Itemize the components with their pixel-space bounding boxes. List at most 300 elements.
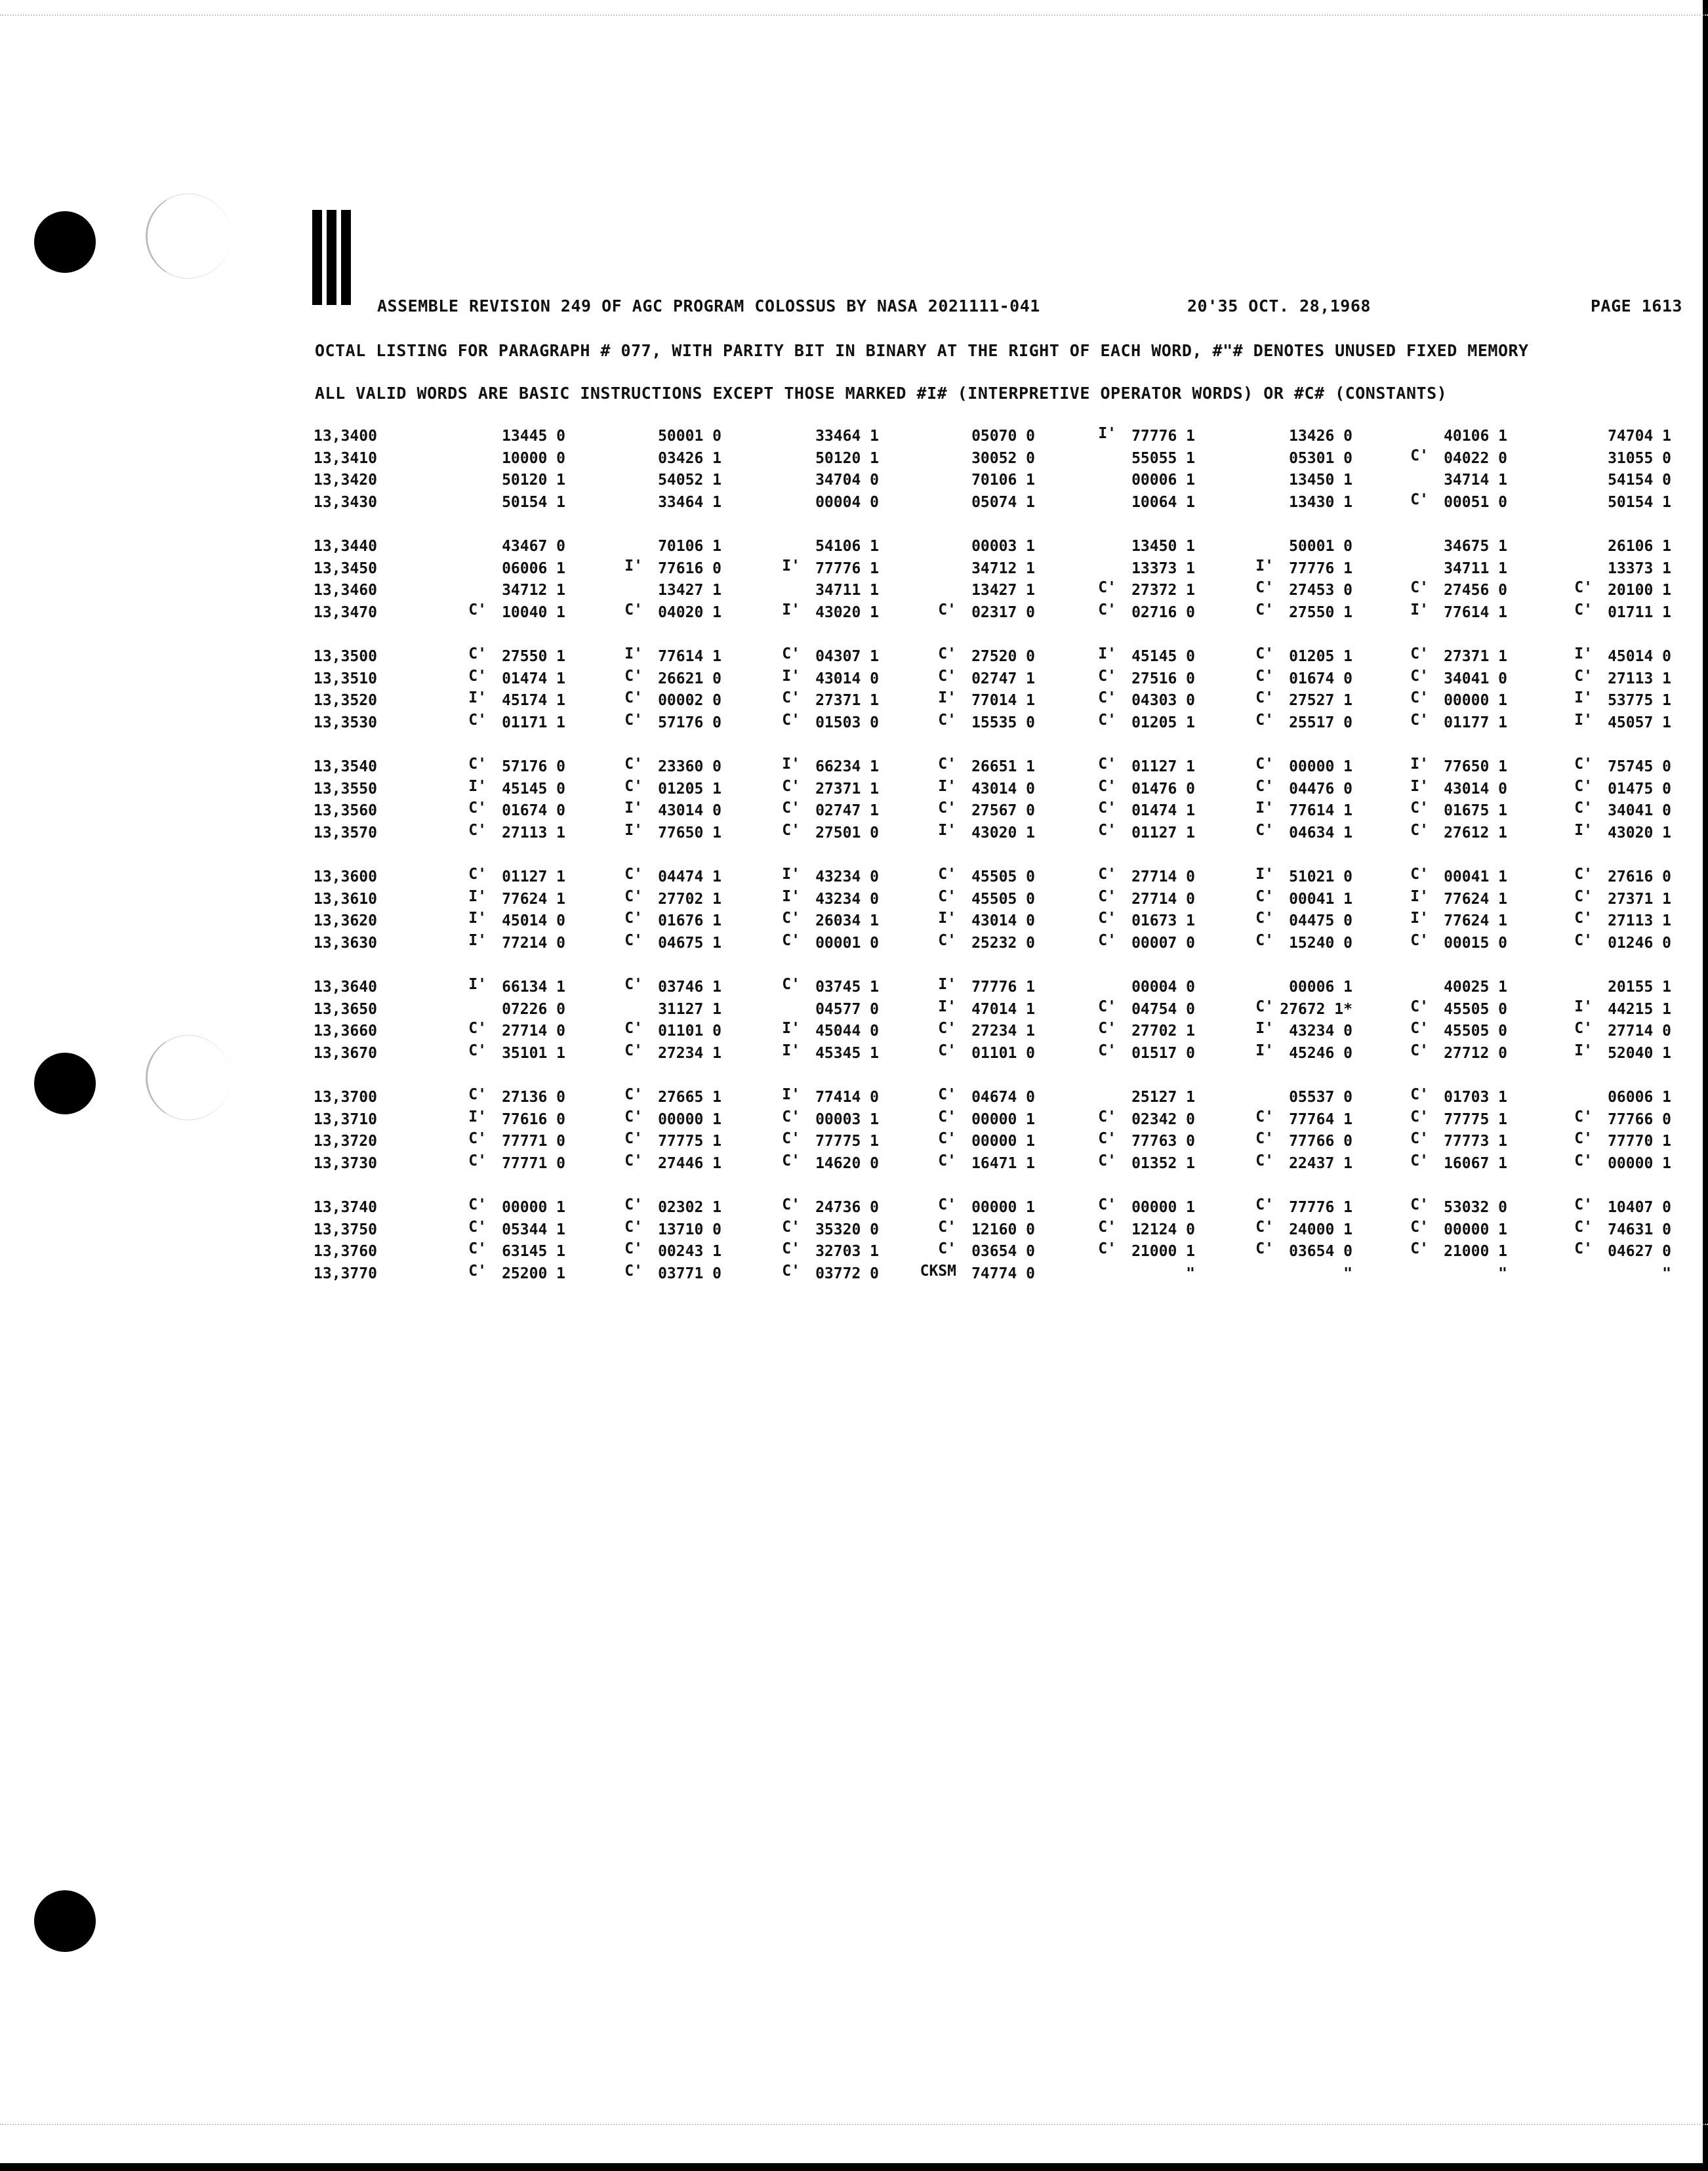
- word-marker: C': [468, 1020, 487, 1038]
- memory-word: [735, 601, 879, 626]
- word-value: 01711 1: [1608, 603, 1671, 621]
- word-value: 54154 0: [1608, 472, 1671, 489]
- listing-row: [314, 472, 1678, 494]
- word-marker: C': [624, 1130, 643, 1148]
- memory-word: [1363, 887, 1507, 913]
- word-marker: C': [1098, 756, 1116, 773]
- word-marker: C': [782, 1218, 800, 1236]
- word-value: 45345 1: [815, 1044, 879, 1062]
- memory-word: [421, 777, 565, 803]
- memory-word: [1051, 538, 1195, 560]
- word-value: 04307 1: [815, 648, 879, 665]
- memory-word: [1527, 450, 1671, 472]
- word-marker: C': [938, 1152, 956, 1169]
- word-value: 04577 0: [815, 1000, 879, 1018]
- row-address: 13,3430: [314, 493, 377, 511]
- word-value: 04476 0: [1289, 780, 1352, 798]
- memory-word: [735, 931, 879, 957]
- word-value: 01205 1: [1131, 714, 1195, 731]
- word-value: 77624 1: [502, 890, 565, 908]
- word-value: 25517 0: [1289, 714, 1352, 731]
- word-marker: I': [624, 800, 643, 817]
- word-marker: C': [938, 931, 956, 949]
- word-value: 05301 0: [1289, 449, 1352, 467]
- listing-row: [314, 1042, 1678, 1067]
- word-marker: C': [468, 601, 487, 619]
- word-marker: C': [1410, 1086, 1429, 1103]
- word-value: 50154 1: [1608, 493, 1671, 511]
- word-value: 77414 0: [815, 1089, 879, 1106]
- word-marker: I': [624, 645, 643, 662]
- memory-word: [1208, 1152, 1352, 1177]
- listing-row: [314, 976, 1678, 1001]
- word-value: 27702 1: [1131, 1023, 1195, 1040]
- word-marker: I': [938, 976, 956, 993]
- word-marker: I': [1574, 821, 1593, 839]
- word-marker: C': [938, 1240, 956, 1258]
- memory-word: [1363, 689, 1507, 714]
- listing-row: [314, 1108, 1678, 1133]
- row-address: 13,3500: [314, 648, 377, 665]
- word-marker: C': [1098, 579, 1116, 597]
- word-value: 40106 1: [1444, 428, 1507, 445]
- word-marker: C': [782, 931, 800, 949]
- word-marker: C': [468, 1240, 487, 1258]
- listing-row: [314, 538, 1678, 560]
- memory-word: [1527, 802, 1671, 824]
- word-marker: C': [782, 689, 800, 707]
- word-marker: C': [624, 1262, 643, 1280]
- word-marker: C': [1098, 887, 1116, 905]
- word-marker: C': [1098, 1130, 1116, 1148]
- word-marker: C': [782, 1262, 800, 1280]
- word-marker: C': [1410, 491, 1429, 508]
- listing-row: [314, 667, 1678, 693]
- word-value: 74774 0: [971, 1265, 1035, 1282]
- word-value: 27501 0: [815, 824, 879, 842]
- memory-word: [735, 645, 879, 670]
- word-marker: I': [1098, 425, 1116, 442]
- memory-word: [1051, 425, 1195, 450]
- memory-word: [1527, 998, 1671, 1023]
- word-marker: I': [624, 557, 643, 575]
- word-value: 00004 0: [1131, 979, 1195, 996]
- word-marker: C': [1574, 579, 1593, 597]
- word-marker: C': [624, 756, 643, 773]
- memory-word: [577, 582, 722, 604]
- word-value: 77614 1: [1444, 603, 1507, 621]
- word-value: 03426 1: [658, 449, 722, 467]
- word-marker: I': [782, 866, 800, 883]
- word-marker: C': [624, 1196, 643, 1213]
- word-marker: C': [624, 1086, 643, 1103]
- memory-word: [1051, 931, 1195, 957]
- memory-word: [577, 601, 722, 626]
- memory-word: [1051, 472, 1195, 494]
- memory-word: [1051, 1089, 1195, 1111]
- word-value: 01476 0: [1131, 780, 1195, 798]
- word-marker: C': [782, 711, 800, 729]
- word-value: 13430 1: [1289, 493, 1352, 511]
- word-marker: I': [782, 557, 800, 575]
- word-marker: C': [938, 1108, 956, 1126]
- listing-row: [314, 425, 1678, 450]
- word-value: 25232 0: [971, 934, 1035, 952]
- word-value: 00000 1: [502, 1199, 565, 1216]
- memory-word: [1051, 868, 1195, 891]
- word-value: 77776 1: [815, 559, 879, 577]
- memory-word: [735, 538, 879, 560]
- listing-row: [314, 1020, 1678, 1045]
- word-value: 00243 1: [658, 1243, 722, 1261]
- memory-word: [891, 976, 1035, 1001]
- word-value: 77616 0: [502, 1110, 565, 1128]
- row-address: 13,3660: [314, 1023, 377, 1040]
- word-value: 00002 0: [658, 692, 722, 710]
- word-marker: C': [1410, 998, 1429, 1015]
- memory-word: [1527, 579, 1671, 604]
- page-number: PAGE 1613: [1591, 296, 1682, 315]
- word-value: 77616 0: [658, 559, 722, 577]
- word-marker: I': [468, 1108, 487, 1126]
- memory-word: [1363, 821, 1507, 847]
- memory-word: [421, 1108, 565, 1133]
- memory-word: [421, 560, 565, 582]
- memory-word: [1527, 979, 1671, 1001]
- memory-word: [735, 758, 879, 781]
- word-value: ": [1343, 1265, 1352, 1282]
- row-address: 13,3710: [314, 1110, 377, 1128]
- word-value: 01503 0: [815, 714, 879, 731]
- row-address: 13,3770: [314, 1265, 377, 1282]
- memory-word: [1363, 998, 1507, 1023]
- memory-word: [1527, 758, 1671, 781]
- word-value: 13427 1: [971, 582, 1035, 599]
- word-value: 20155 1: [1608, 979, 1671, 996]
- memory-word: [577, 711, 722, 737]
- memory-word: [735, 887, 879, 913]
- row-address: 13,3520: [314, 692, 377, 710]
- word-value: 77776 1: [971, 979, 1035, 996]
- word-value: 02747 1: [815, 802, 879, 820]
- word-value: 27550 1: [502, 648, 565, 665]
- memory-word: [577, 494, 722, 516]
- memory-word: [1527, 689, 1671, 714]
- word-value: 75745 0: [1608, 758, 1671, 775]
- word-marker: C': [938, 756, 956, 773]
- word-value: 04475 0: [1289, 912, 1352, 930]
- word-value: 00006 1: [1131, 472, 1195, 489]
- word-value: 43014 0: [658, 802, 722, 820]
- word-marker: C': [624, 1218, 643, 1236]
- word-value: 20100 1: [1608, 582, 1671, 599]
- memory-word: [1208, 1130, 1352, 1155]
- memory-word: [1527, 1265, 1671, 1288]
- word-value: 10040 1: [502, 603, 565, 621]
- row-address: 13,3440: [314, 538, 377, 555]
- word-value: 27672 1*: [1280, 1000, 1352, 1018]
- word-marker: C': [468, 1130, 487, 1148]
- word-value: 00006 1: [1289, 979, 1352, 996]
- row-address: 13,3420: [314, 472, 377, 489]
- word-marker: C': [1255, 689, 1274, 707]
- memory-word: [1051, 711, 1195, 737]
- memory-word: [577, 1152, 722, 1177]
- word-value: 34041 0: [1444, 670, 1507, 687]
- word-value: 77770 1: [1608, 1133, 1671, 1150]
- word-marker: C': [1574, 887, 1593, 905]
- word-value: 00003 1: [971, 538, 1035, 555]
- word-value: 77614 1: [1289, 802, 1352, 820]
- word-marker: C': [468, 645, 487, 662]
- memory-word: [1051, 821, 1195, 847]
- memory-word: [577, 472, 722, 494]
- word-marker: C': [1255, 756, 1274, 773]
- word-marker: C': [938, 711, 956, 729]
- row-address: 13,3670: [314, 1044, 377, 1062]
- memory-word: [1363, 472, 1507, 494]
- word-value: 13710 0: [658, 1221, 722, 1238]
- memory-word: [577, 1086, 722, 1111]
- memory-word: [891, 802, 1035, 824]
- word-value: 02317 0: [971, 603, 1035, 621]
- word-value: 44215 1: [1608, 1000, 1671, 1018]
- listing-description-2: ALL VALID WORDS ARE BASIC INSTRUCTIONS EXCEPT THOSE MARKED #I# (INTERPRETIVE OPERATOR WORDS) OR #C# (CONSTANTS): [315, 384, 1448, 403]
- word-value: 52040 1: [1608, 1044, 1671, 1062]
- word-value: 15535 0: [971, 714, 1035, 731]
- word-value: 50120 1: [815, 449, 879, 467]
- memory-word: [1363, 868, 1507, 891]
- memory-word: [1527, 645, 1671, 670]
- memory-word: [1363, 1086, 1507, 1111]
- word-value: 54052 1: [658, 472, 722, 489]
- word-marker: C': [1255, 1108, 1274, 1126]
- word-value: 45044 0: [815, 1023, 879, 1040]
- word-value: 01171 1: [502, 714, 565, 731]
- word-value: 10000 0: [502, 449, 565, 467]
- memory-word: [1527, 711, 1671, 737]
- memory-word: [1051, 887, 1195, 913]
- word-marker: I': [1098, 645, 1116, 662]
- word-marker: I': [1574, 1042, 1593, 1059]
- word-marker: I': [938, 777, 956, 795]
- word-marker: I': [468, 887, 487, 905]
- memory-word: [1363, 1108, 1507, 1133]
- memory-word: [1363, 758, 1507, 781]
- word-marker: C': [1255, 579, 1274, 597]
- listing-row: [314, 821, 1678, 847]
- word-value: 02747 1: [971, 670, 1035, 687]
- word-value: 33464 1: [658, 493, 722, 511]
- memory-word: [1208, 1240, 1352, 1265]
- memory-word: [1051, 1020, 1195, 1045]
- memory-word: [577, 1262, 722, 1288]
- memory-word: [577, 557, 722, 582]
- memory-word: [577, 689, 722, 714]
- word-marker: C': [1255, 667, 1274, 685]
- word-value: 21000 1: [1444, 1243, 1507, 1261]
- word-marker: I': [1410, 887, 1429, 905]
- memory-word: [735, 1262, 879, 1288]
- word-value: 10064 1: [1131, 493, 1195, 511]
- memory-word: [1051, 979, 1195, 1001]
- word-value: 27234 1: [658, 1044, 722, 1062]
- word-value: 27456 0: [1444, 582, 1507, 599]
- memory-word: [735, 689, 879, 714]
- word-value: 77775 1: [658, 1133, 722, 1150]
- memory-word: [891, 711, 1035, 737]
- memory-word: [1208, 538, 1352, 560]
- word-value: 27702 1: [658, 890, 722, 908]
- word-value: 27371 1: [1444, 648, 1507, 665]
- memory-word: [421, 1130, 565, 1155]
- memory-word: [421, 428, 565, 450]
- memory-word: [891, 1108, 1035, 1133]
- memory-word: [1208, 667, 1352, 693]
- word-marker: C': [1410, 447, 1429, 464]
- word-value: 43014 0: [971, 912, 1035, 930]
- word-marker: I': [1574, 998, 1593, 1015]
- word-value: 00000 1: [1444, 692, 1507, 710]
- memory-word: [1208, 711, 1352, 737]
- memory-word: [891, 998, 1035, 1023]
- word-value: 05070 0: [971, 428, 1035, 445]
- memory-word: [1363, 802, 1507, 824]
- memory-word: [891, 1262, 1035, 1288]
- row-address: 13,3400: [314, 428, 377, 445]
- word-value: 02302 1: [658, 1199, 722, 1216]
- word-marker: C': [1574, 931, 1593, 949]
- word-value: 45057 1: [1608, 714, 1671, 731]
- memory-word: [1363, 1196, 1507, 1221]
- word-marker: C': [624, 1108, 643, 1126]
- word-marker: C': [1410, 689, 1429, 707]
- word-value: 03745 1: [815, 979, 879, 996]
- memory-word: [891, 1218, 1035, 1244]
- word-value: 77766 0: [1608, 1110, 1671, 1128]
- word-marker: C': [1410, 1218, 1429, 1236]
- word-value: 03654 0: [971, 1243, 1035, 1261]
- word-marker: I': [1255, 557, 1274, 575]
- word-value: 10407 0: [1608, 1199, 1671, 1216]
- word-value: 01177 1: [1444, 714, 1507, 731]
- word-value: 63145 1: [502, 1243, 565, 1261]
- memory-word: [1208, 579, 1352, 604]
- word-value: 43020 1: [1608, 824, 1671, 842]
- memory-word: [735, 450, 879, 472]
- word-value: 24000 1: [1289, 1221, 1352, 1238]
- memory-word: [1527, 912, 1671, 935]
- memory-word: [1363, 1130, 1507, 1155]
- word-marker: C': [624, 711, 643, 729]
- memory-word: [421, 1262, 565, 1288]
- memory-word: [421, 582, 565, 604]
- memory-word: [1051, 1218, 1195, 1244]
- word-value: 77776 1: [1289, 1199, 1352, 1216]
- word-marker: C': [938, 800, 956, 817]
- word-marker: I': [468, 777, 487, 795]
- word-value: 01205 1: [658, 780, 722, 798]
- word-value: 27712 0: [1444, 1044, 1507, 1062]
- word-value: 01246 0: [1608, 934, 1671, 952]
- word-value: 00000 1: [971, 1199, 1035, 1216]
- memory-word: [1051, 667, 1195, 693]
- memory-word: [891, 667, 1035, 693]
- memory-word: [1527, 777, 1671, 803]
- word-marker: I': [1255, 1020, 1274, 1038]
- word-marker: C': [1098, 910, 1116, 927]
- memory-word: [735, 667, 879, 693]
- word-marker: C': [1098, 667, 1116, 685]
- row-address: 13,3610: [314, 890, 377, 908]
- word-marker: C': [1255, 931, 1274, 949]
- memory-word: [421, 472, 565, 494]
- word-marker: I': [1410, 910, 1429, 927]
- memory-word: [735, 494, 879, 516]
- memory-word: [1208, 1089, 1352, 1111]
- word-marker: I': [468, 910, 487, 927]
- memory-word: [1208, 1020, 1352, 1045]
- memory-word: [1363, 1265, 1507, 1288]
- memory-word: [735, 1020, 879, 1045]
- word-marker: I': [468, 689, 487, 707]
- word-marker: I': [782, 887, 800, 905]
- listing-row: [314, 601, 1678, 626]
- word-value: 27453 0: [1289, 582, 1352, 599]
- word-marker: C': [1098, 601, 1116, 619]
- word-marker: C': [468, 1042, 487, 1059]
- row-address: 13,3650: [314, 1000, 377, 1018]
- memory-word: [1208, 645, 1352, 670]
- word-value: 45174 1: [502, 692, 565, 710]
- listing-row: [314, 931, 1678, 957]
- word-value: 43014 0: [1444, 780, 1507, 798]
- word-marker: I': [1574, 645, 1593, 662]
- memory-word: [1208, 1265, 1352, 1288]
- memory-word: [577, 887, 722, 913]
- word-value: 00001 0: [815, 934, 879, 952]
- word-value: 02716 0: [1131, 603, 1195, 621]
- word-value: 34712 1: [971, 559, 1035, 577]
- word-marker: I': [1255, 866, 1274, 883]
- memory-word: [735, 472, 879, 494]
- memory-word: [1363, 560, 1507, 582]
- word-value: 04303 0: [1131, 692, 1195, 710]
- memory-word: [891, 821, 1035, 847]
- word-marker: C': [1410, 866, 1429, 883]
- word-marker: I': [782, 667, 800, 685]
- word-value: 16471 1: [971, 1154, 1035, 1172]
- word-value: 12160 0: [971, 1221, 1035, 1238]
- row-address: 13,3460: [314, 582, 377, 599]
- word-value: 27371 1: [1608, 890, 1671, 908]
- row-address: 13,3540: [314, 758, 377, 775]
- memory-word: [1527, 1196, 1671, 1221]
- word-value: 27714 0: [502, 1023, 565, 1040]
- word-value: 24736 0: [815, 1199, 879, 1216]
- word-value: 07226 0: [502, 1000, 565, 1018]
- word-value: 77773 1: [1444, 1133, 1507, 1150]
- memory-word: [577, 777, 722, 803]
- row-address: 13,3720: [314, 1133, 377, 1150]
- word-value: 26621 0: [658, 670, 722, 687]
- memory-word: [1208, 601, 1352, 626]
- memory-word: [1051, 601, 1195, 626]
- word-marker: C': [624, 887, 643, 905]
- word-marker: C': [1098, 998, 1116, 1015]
- memory-word: [421, 931, 565, 957]
- memory-word: [1363, 1020, 1507, 1045]
